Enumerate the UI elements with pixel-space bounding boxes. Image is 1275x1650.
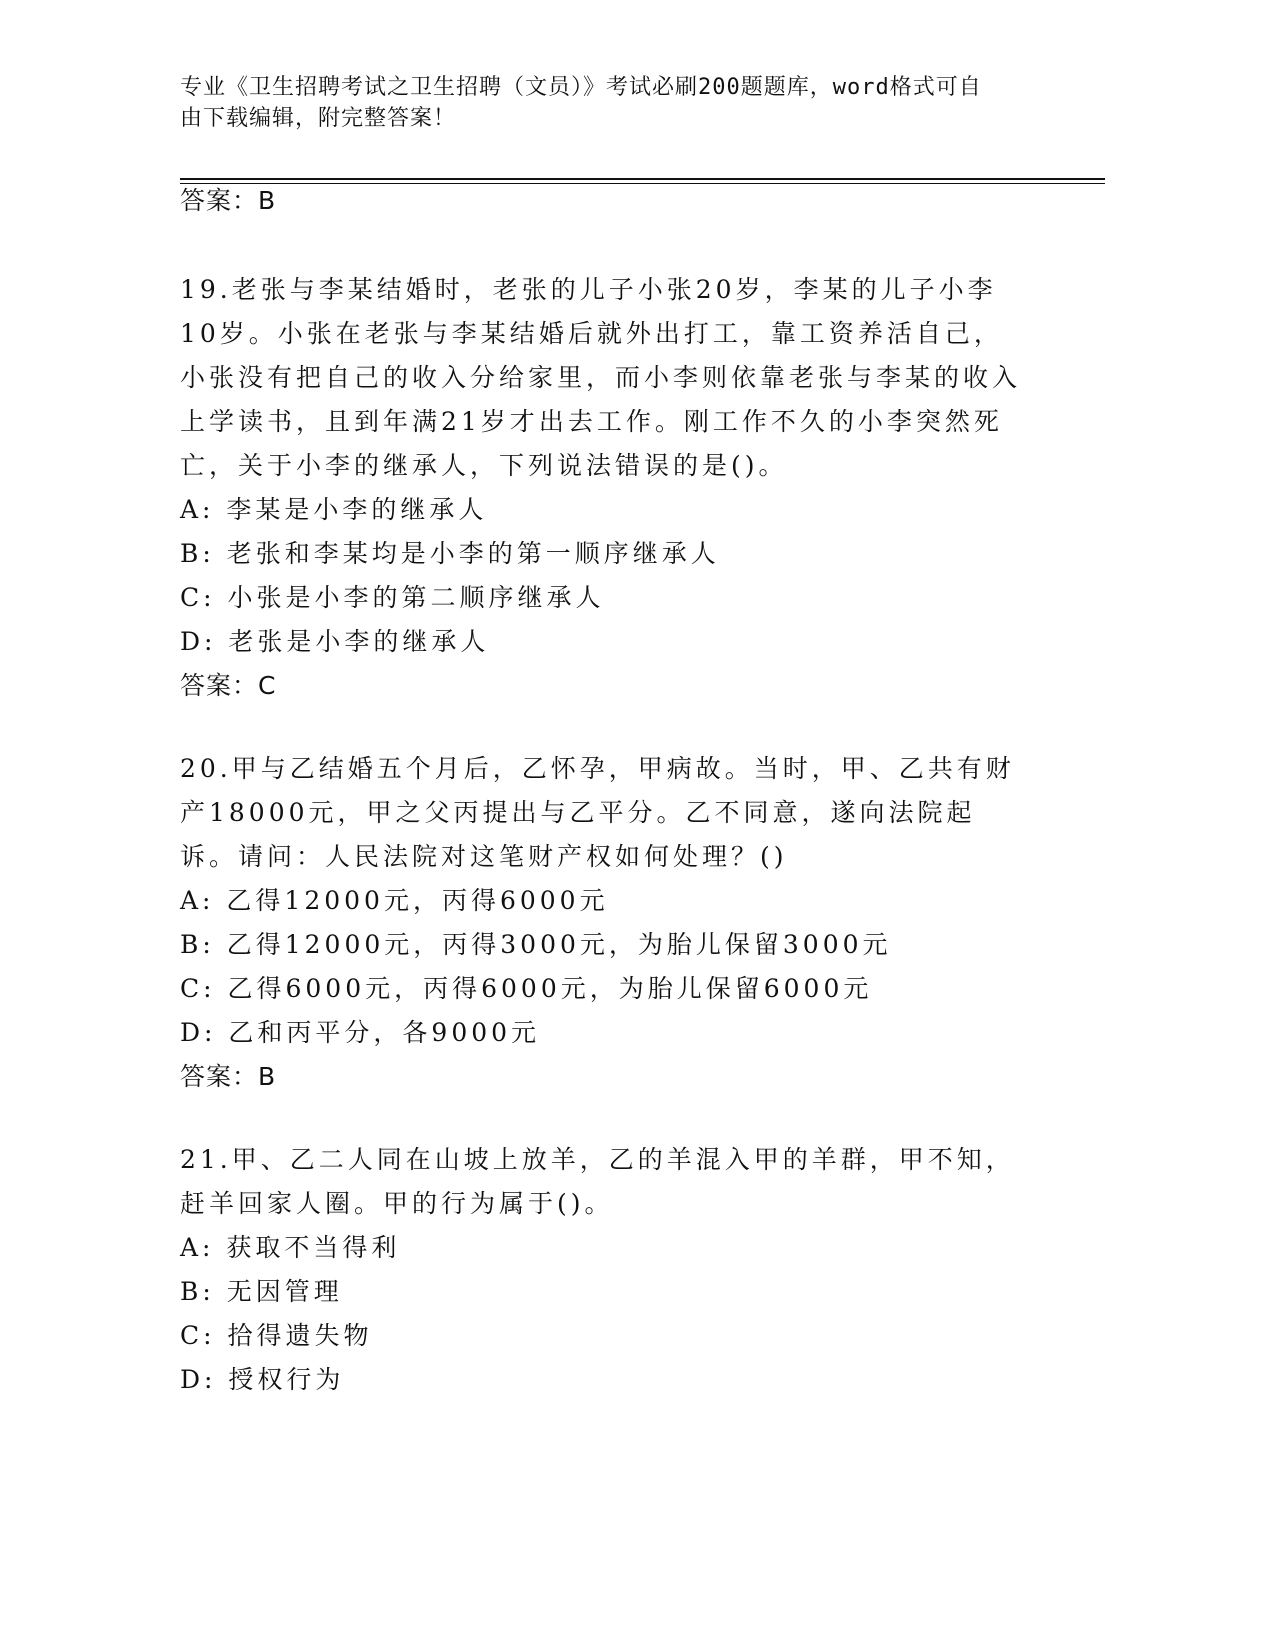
- question-21-option-a: A: 获取不当得利: [180, 1233, 401, 1262]
- question-20-answer: 答案：B: [180, 1062, 277, 1091]
- question-19-option-b: B: 老张和李某均是小李的第一顺序继承人: [180, 539, 720, 568]
- question-19-answer: 答案：C: [180, 671, 277, 700]
- question-20-option-c: C: 乙得6000元，丙得6000元，为胎儿保留6000元: [180, 974, 873, 1003]
- question-19-option-a: A: 李某是小李的继承人: [180, 495, 488, 524]
- question-21-option-c: C: 拾得遗失物: [180, 1321, 373, 1350]
- header-line-2: 由下载编辑，附完整答案！: [180, 106, 457, 131]
- question-20-option-a: A: 乙得12000元，丙得6000元: [180, 886, 609, 915]
- document-header: [180, 72, 1040, 134]
- header-divider-thick: [180, 178, 1105, 180]
- question-19-option-d: D: 老张是小李的继承人: [180, 627, 490, 656]
- question-20-option-d: D: 乙和丙平分，各9000元: [180, 1018, 541, 1047]
- header-divider-thin: [180, 183, 1105, 184]
- question-21-option-b: B: 无因管理: [180, 1277, 343, 1306]
- header-line-1: 专业《卫生招聘考试之卫生招聘（文员）》考试必刷200题题库，word格式可自: [180, 75, 982, 100]
- question-19-stem: 19.老张与李某结婚时，老张的儿子小张20岁，李某的儿子小李10岁。小张在老张与李某结婚后就外出打工，靠工资养活自己，小张没有把自己的收入分给家里，而小李则依靠老张与李某的收入上学读书，且到年满21岁才出去工作。刚工作不久的小李突然死亡，关于小李的继承人，下列说法错误的是()。: [180, 275, 1022, 480]
- question-21-stem: 21.甲、乙二人同在山坡上放羊，乙的羊混入甲的羊群，甲不知，赶羊回家人圈。甲的行为属于()。: [180, 1145, 1015, 1218]
- question-20: [180, 747, 1060, 1092]
- question-19-option-c: C: 小张是小李的第二顺序继承人: [180, 583, 605, 612]
- question-21: [180, 1138, 1060, 1402]
- question-20-option-b: B: 乙得12000元，丙得3000元，为胎儿保留3000元: [180, 930, 892, 959]
- question-20-stem: 20.甲与乙结婚五个月后，乙怀孕，甲病故。当时，甲、乙共有财产18000元，甲之父丙提出与乙平分。乙不同意，遂向法院起诉。请问：人民法院对这笔财产权如何处理？(): [180, 754, 1015, 871]
- previous-answer: 答案：B: [180, 186, 277, 215]
- question-19: [180, 268, 1060, 701]
- question-21-option-d: D: 授权行为: [180, 1365, 345, 1394]
